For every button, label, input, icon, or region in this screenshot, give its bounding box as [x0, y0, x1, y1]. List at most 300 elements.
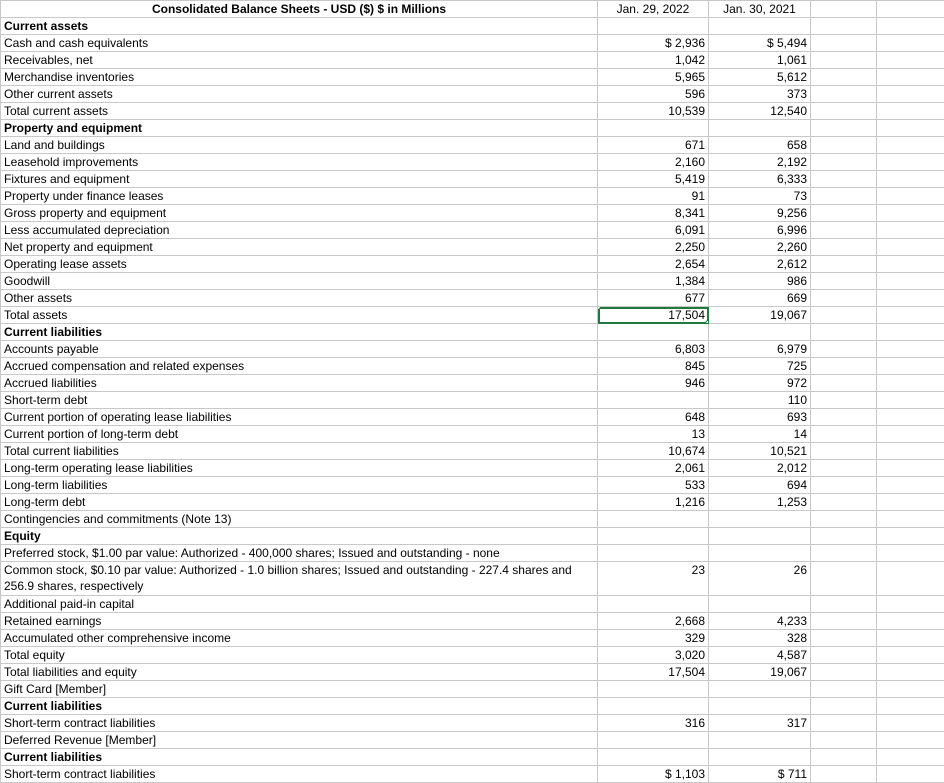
- empty-cell[interactable]: [877, 511, 944, 528]
- value-jan-30-2021[interactable]: 328: [709, 630, 811, 647]
- empty-cell[interactable]: [811, 681, 877, 698]
- value-jan-30-2021[interactable]: 6,979: [709, 341, 811, 358]
- row-label[interactable]: Total equity: [1, 647, 598, 664]
- value-jan-30-2021[interactable]: 2,260: [709, 239, 811, 256]
- table-row: [1, 35, 944, 52]
- cell-value: 8,341: [675, 206, 705, 220]
- row-label[interactable]: Current liabilities: [1, 698, 598, 715]
- empty-cell[interactable]: [811, 749, 877, 766]
- value-jan-30-2021[interactable]: 4,587: [709, 647, 811, 664]
- table-row: [1, 477, 944, 494]
- empty-cell[interactable]: [877, 154, 944, 171]
- empty-cell[interactable]: [811, 511, 877, 528]
- value-jan-30-2021[interactable]: 1,253: [709, 494, 811, 511]
- value-jan-29-2022[interactable]: [598, 562, 709, 596]
- empty-cell[interactable]: [877, 664, 944, 681]
- empty-cell[interactable]: [877, 749, 944, 766]
- value-jan-29-2022[interactable]: [598, 52, 709, 69]
- empty-cell[interactable]: [811, 171, 877, 188]
- value-jan-29-2022[interactable]: [598, 35, 709, 52]
- empty-cell[interactable]: [877, 630, 944, 647]
- row-label[interactable]: Long-term operating lease liabilities: [1, 460, 598, 477]
- column-header-jan-30-2021[interactable]: Jan. 30, 2021: [709, 1, 811, 18]
- empty-cell[interactable]: [877, 715, 944, 732]
- cell-value: 533: [685, 478, 705, 492]
- empty-cell[interactable]: [877, 222, 944, 239]
- table-row: [1, 749, 944, 766]
- value-jan-29-2022[interactable]: [598, 290, 709, 307]
- table-row: [1, 290, 944, 307]
- value-jan-30-2021[interactable]: 73: [709, 188, 811, 205]
- cell-value: 677: [685, 291, 705, 305]
- column-header-jan-29-2022[interactable]: Jan. 29, 2022: [598, 1, 709, 18]
- empty-cell[interactable]: [811, 528, 877, 545]
- cell-value: 1,384: [675, 274, 705, 288]
- value-jan-30-2021[interactable]: [709, 18, 811, 35]
- value-jan-30-2021[interactable]: 986: [709, 273, 811, 290]
- value-jan-29-2022[interactable]: [598, 545, 709, 562]
- row-label[interactable]: Fixtures and equipment: [1, 171, 598, 188]
- empty-cell[interactable]: [811, 256, 877, 273]
- empty-cell[interactable]: [877, 477, 944, 494]
- value-jan-29-2022[interactable]: [598, 596, 709, 613]
- empty-cell[interactable]: [811, 596, 877, 613]
- row-label[interactable]: Other assets: [1, 290, 598, 307]
- value-jan-29-2022[interactable]: [598, 426, 709, 443]
- value-jan-29-2022[interactable]: [598, 715, 709, 732]
- table-row: [1, 443, 944, 460]
- empty-cell[interactable]: [877, 562, 944, 596]
- empty-cell[interactable]: [811, 477, 877, 494]
- empty-cell[interactable]: [877, 392, 944, 409]
- row-label[interactable]: Accumulated other comprehensive income: [1, 630, 598, 647]
- empty-cell[interactable]: [811, 290, 877, 307]
- table-row: [1, 426, 944, 443]
- value-jan-30-2021[interactable]: 2,612: [709, 256, 811, 273]
- empty-cell[interactable]: [811, 1, 877, 18]
- value-jan-30-2021[interactable]: 694: [709, 477, 811, 494]
- value-jan-30-2021[interactable]: [709, 596, 811, 613]
- cell-value: 2,160: [675, 155, 705, 169]
- table-row: [1, 494, 944, 511]
- sheet-title[interactable]: Consolidated Balance Sheets - USD ($) $ in Millions: [1, 1, 598, 18]
- row-label[interactable]: Common stock, $0.10 par value: Authorized - 1.0 billion shares; Issued and outstanding - 227.4 shares and 256.9 shares, respectively: [1, 562, 598, 596]
- value-jan-29-2022[interactable]: [598, 273, 709, 290]
- empty-cell[interactable]: [811, 239, 877, 256]
- cell-value: 946: [685, 376, 705, 390]
- value-jan-29-2022[interactable]: [598, 375, 709, 392]
- value-jan-29-2022[interactable]: [598, 307, 709, 324]
- row-label[interactable]: Equity: [1, 528, 598, 545]
- row-label[interactable]: Short-term debt: [1, 392, 598, 409]
- empty-cell[interactable]: [877, 766, 944, 783]
- table-row: [1, 613, 944, 630]
- header-row: [1, 1, 944, 18]
- empty-cell[interactable]: [877, 35, 944, 52]
- table-row: [1, 358, 944, 375]
- cell-value: 2,654: [675, 257, 705, 271]
- empty-cell[interactable]: [877, 256, 944, 273]
- cell-value: 845: [685, 359, 705, 373]
- cell-value: 17,504: [668, 308, 705, 322]
- value-jan-30-2021[interactable]: 669: [709, 290, 811, 307]
- row-label[interactable]: Retained earnings: [1, 613, 598, 630]
- table-row: [1, 562, 944, 596]
- empty-cell[interactable]: [877, 324, 944, 341]
- table-row: [1, 630, 944, 647]
- value-jan-30-2021[interactable]: $ 5,494: [709, 35, 811, 52]
- value-jan-29-2022[interactable]: [598, 239, 709, 256]
- row-label[interactable]: Short-term contract liabilities: [1, 715, 598, 732]
- empty-cell[interactable]: [811, 443, 877, 460]
- value-jan-29-2022[interactable]: [598, 69, 709, 86]
- empty-cell[interactable]: [877, 307, 944, 324]
- selection-handle-bottom-right[interactable]: [705, 320, 709, 324]
- cell-value: 329: [685, 631, 705, 645]
- empty-cell[interactable]: [877, 426, 944, 443]
- empty-cell[interactable]: [877, 375, 944, 392]
- empty-cell[interactable]: [877, 528, 944, 545]
- value-jan-30-2021[interactable]: 373: [709, 86, 811, 103]
- cell-value: 23: [692, 563, 705, 577]
- empty-cell[interactable]: [811, 52, 877, 69]
- cell-value: 648: [685, 410, 705, 424]
- empty-cell[interactable]: [811, 341, 877, 358]
- row-label[interactable]: Property and equipment: [1, 120, 598, 137]
- value-jan-29-2022[interactable]: [598, 664, 709, 681]
- row-label[interactable]: Additional paid-in capital: [1, 596, 598, 613]
- cell-value: 10,539: [668, 104, 705, 118]
- row-label[interactable]: Long-term liabilities: [1, 477, 598, 494]
- row-label[interactable]: Total current liabilities: [1, 443, 598, 460]
- empty-cell[interactable]: [877, 545, 944, 562]
- value-jan-30-2021[interactable]: 9,256: [709, 205, 811, 222]
- empty-cell[interactable]: [877, 52, 944, 69]
- row-label[interactable]: Accrued liabilities: [1, 375, 598, 392]
- table-row: [1, 86, 944, 103]
- row-label[interactable]: Long-term debt: [1, 494, 598, 511]
- cell-value: 13: [692, 427, 705, 441]
- row-label[interactable]: Receivables, net: [1, 52, 598, 69]
- value-jan-29-2022[interactable]: [598, 732, 709, 749]
- value-jan-29-2022[interactable]: [598, 324, 709, 341]
- row-label[interactable]: Less accumulated depreciation: [1, 222, 598, 239]
- empty-cell[interactable]: [877, 494, 944, 511]
- empty-cell[interactable]: [811, 154, 877, 171]
- empty-cell[interactable]: [877, 358, 944, 375]
- empty-cell[interactable]: [811, 715, 877, 732]
- value-jan-29-2022[interactable]: [598, 681, 709, 698]
- empty-cell[interactable]: [811, 426, 877, 443]
- cell-value: 6,803: [675, 342, 705, 356]
- value-jan-30-2021[interactable]: [709, 120, 811, 137]
- cell-value: 10,674: [668, 444, 705, 458]
- table-row: [1, 69, 944, 86]
- value-jan-30-2021[interactable]: 19,067: [709, 664, 811, 681]
- row-label[interactable]: Land and buildings: [1, 137, 598, 154]
- empty-cell[interactable]: [811, 188, 877, 205]
- table-row: [1, 256, 944, 273]
- cell-value: 2,061: [675, 461, 705, 475]
- empty-cell[interactable]: [877, 1, 944, 18]
- value-jan-30-2021[interactable]: [709, 511, 811, 528]
- value-jan-30-2021[interactable]: 110: [709, 392, 811, 409]
- empty-cell[interactable]: [877, 171, 944, 188]
- value-jan-29-2022[interactable]: [598, 358, 709, 375]
- table-row: [1, 273, 944, 290]
- row-label[interactable]: Gross property and equipment: [1, 205, 598, 222]
- empty-cell[interactable]: [877, 120, 944, 137]
- row-label[interactable]: Other current assets: [1, 86, 598, 103]
- empty-cell[interactable]: [811, 766, 877, 783]
- empty-cell[interactable]: [811, 647, 877, 664]
- empty-cell[interactable]: [811, 732, 877, 749]
- row-label[interactable]: Short-term contract liabilities: [1, 766, 598, 783]
- value-jan-30-2021[interactable]: [709, 698, 811, 715]
- value-jan-30-2021[interactable]: 972: [709, 375, 811, 392]
- row-label[interactable]: Contingencies and commitments (Note 13): [1, 511, 598, 528]
- cell-value: 17,504: [668, 665, 705, 679]
- table-row: [1, 52, 944, 69]
- row-label[interactable]: Current portion of operating lease liabilities: [1, 409, 598, 426]
- empty-cell[interactable]: [877, 69, 944, 86]
- value-jan-29-2022[interactable]: [598, 477, 709, 494]
- row-label[interactable]: Merchandise inventories: [1, 69, 598, 86]
- value-jan-30-2021[interactable]: [709, 528, 811, 545]
- row-label[interactable]: Total liabilities and equity: [1, 664, 598, 681]
- value-jan-30-2021[interactable]: 26: [709, 562, 811, 596]
- empty-cell[interactable]: [877, 596, 944, 613]
- empty-cell[interactable]: [811, 273, 877, 290]
- row-label[interactable]: Cash and cash equivalents: [1, 35, 598, 52]
- table-row: [1, 18, 944, 35]
- value-jan-30-2021[interactable]: 12,540: [709, 103, 811, 120]
- cell-value: 596: [685, 87, 705, 101]
- value-jan-29-2022[interactable]: [598, 137, 709, 154]
- value-jan-29-2022[interactable]: [598, 613, 709, 630]
- sheet-body: [1, 1, 944, 783]
- cell-value: 316: [685, 716, 705, 730]
- value-jan-29-2022[interactable]: [598, 103, 709, 120]
- empty-cell[interactable]: [811, 460, 877, 477]
- cell-value: 91: [692, 189, 705, 203]
- selection-handle-top-left[interactable]: [598, 307, 602, 311]
- value-jan-29-2022[interactable]: [598, 18, 709, 35]
- row-label[interactable]: Preferred stock, $1.00 par value: Authorized - 400,000 shares; Issued and outstanding - none: [1, 545, 598, 562]
- table-row: [1, 528, 944, 545]
- cell-value: $ 2,936: [665, 36, 705, 50]
- empty-cell[interactable]: [811, 205, 877, 222]
- row-label[interactable]: Current portion of long-term debt: [1, 426, 598, 443]
- empty-cell[interactable]: [811, 18, 877, 35]
- table-row: [1, 460, 944, 477]
- value-jan-30-2021[interactable]: [709, 681, 811, 698]
- row-label[interactable]: Deferred Revenue [Member]: [1, 732, 598, 749]
- empty-cell[interactable]: [877, 205, 944, 222]
- empty-cell[interactable]: [811, 35, 877, 52]
- value-jan-29-2022[interactable]: [598, 528, 709, 545]
- table-row: [1, 154, 944, 171]
- empty-cell[interactable]: [811, 358, 877, 375]
- row-label[interactable]: Total assets: [1, 307, 598, 324]
- empty-cell[interactable]: [877, 86, 944, 103]
- value-jan-29-2022[interactable]: [598, 154, 709, 171]
- value-jan-30-2021[interactable]: 19,067: [709, 307, 811, 324]
- cell-value: 2,668: [675, 614, 705, 628]
- row-label[interactable]: Accounts payable: [1, 341, 598, 358]
- empty-cell[interactable]: [877, 460, 944, 477]
- value-jan-29-2022[interactable]: [598, 392, 709, 409]
- table-row: [1, 409, 944, 426]
- empty-cell[interactable]: [811, 545, 877, 562]
- empty-cell[interactable]: [877, 103, 944, 120]
- value-jan-29-2022[interactable]: [598, 460, 709, 477]
- empty-cell[interactable]: [877, 698, 944, 715]
- value-jan-29-2022[interactable]: [598, 494, 709, 511]
- value-jan-29-2022[interactable]: [598, 256, 709, 273]
- table-row: [1, 188, 944, 205]
- table-row: [1, 647, 944, 664]
- value-jan-30-2021[interactable]: [709, 732, 811, 749]
- table-row: [1, 545, 944, 562]
- empty-cell[interactable]: [811, 69, 877, 86]
- empty-cell[interactable]: [811, 120, 877, 137]
- empty-cell[interactable]: [811, 494, 877, 511]
- table-row: [1, 681, 944, 698]
- row-label[interactable]: Property under finance leases: [1, 188, 598, 205]
- value-jan-30-2021[interactable]: $ 711: [709, 766, 811, 783]
- value-jan-30-2021[interactable]: 14: [709, 426, 811, 443]
- cell-value: $ 1,103: [665, 767, 705, 781]
- table-row: [1, 698, 944, 715]
- table-row: [1, 392, 944, 409]
- cell-value: 3,020: [675, 648, 705, 662]
- value-jan-29-2022[interactable]: [598, 188, 709, 205]
- value-jan-29-2022[interactable]: [598, 171, 709, 188]
- empty-cell[interactable]: [811, 222, 877, 239]
- empty-cell[interactable]: [877, 18, 944, 35]
- empty-cell[interactable]: [811, 664, 877, 681]
- empty-cell[interactable]: [811, 137, 877, 154]
- empty-cell[interactable]: [811, 562, 877, 596]
- empty-cell[interactable]: [877, 188, 944, 205]
- value-jan-30-2021[interactable]: [709, 749, 811, 766]
- value-jan-29-2022[interactable]: [598, 766, 709, 783]
- row-label[interactable]: Current liabilities: [1, 749, 598, 766]
- cell-value: 5,965: [675, 70, 705, 84]
- table-row: [1, 137, 944, 154]
- table-row: [1, 239, 944, 256]
- value-jan-30-2021[interactable]: 693: [709, 409, 811, 426]
- value-jan-29-2022[interactable]: [598, 222, 709, 239]
- table-row: [1, 596, 944, 613]
- table-row: [1, 715, 944, 732]
- empty-cell[interactable]: [877, 137, 944, 154]
- row-label[interactable]: Leasehold improvements: [1, 154, 598, 171]
- empty-cell[interactable]: [811, 613, 877, 630]
- value-jan-30-2021[interactable]: 2,192: [709, 154, 811, 171]
- value-jan-30-2021[interactable]: 4,233: [709, 613, 811, 630]
- empty-cell[interactable]: [877, 732, 944, 749]
- empty-cell[interactable]: [811, 324, 877, 341]
- empty-cell[interactable]: [811, 409, 877, 426]
- value-jan-29-2022[interactable]: [598, 120, 709, 137]
- row-label[interactable]: Current liabilities: [1, 324, 598, 341]
- empty-cell[interactable]: [811, 630, 877, 647]
- cell-value: 1,042: [675, 53, 705, 67]
- empty-cell[interactable]: [811, 698, 877, 715]
- value-jan-30-2021[interactable]: [709, 545, 811, 562]
- value-jan-30-2021[interactable]: 2,012: [709, 460, 811, 477]
- value-jan-29-2022[interactable]: [598, 341, 709, 358]
- empty-cell[interactable]: [877, 613, 944, 630]
- value-jan-30-2021[interactable]: [709, 324, 811, 341]
- empty-cell[interactable]: [811, 86, 877, 103]
- empty-cell[interactable]: [877, 239, 944, 256]
- row-label[interactable]: Goodwill: [1, 273, 598, 290]
- table-row: [1, 375, 944, 392]
- value-jan-29-2022[interactable]: [598, 698, 709, 715]
- value-jan-29-2022[interactable]: [598, 630, 709, 647]
- table-row: [1, 222, 944, 239]
- value-jan-29-2022[interactable]: [598, 749, 709, 766]
- value-jan-30-2021[interactable]: 5,612: [709, 69, 811, 86]
- cell-value: 5,419: [675, 172, 705, 186]
- empty-cell[interactable]: [877, 273, 944, 290]
- empty-cell[interactable]: [811, 307, 877, 324]
- value-jan-30-2021[interactable]: 658: [709, 137, 811, 154]
- value-jan-29-2022[interactable]: [598, 86, 709, 103]
- empty-cell[interactable]: [811, 103, 877, 120]
- table-row: [1, 205, 944, 222]
- value-jan-30-2021[interactable]: 317: [709, 715, 811, 732]
- value-jan-30-2021[interactable]: 1,061: [709, 52, 811, 69]
- empty-cell[interactable]: [877, 409, 944, 426]
- cell-value: 1,216: [675, 495, 705, 509]
- empty-cell[interactable]: [811, 392, 877, 409]
- value-jan-29-2022[interactable]: [598, 511, 709, 528]
- table-row: [1, 766, 944, 783]
- row-label[interactable]: Gift Card [Member]: [1, 681, 598, 698]
- table-row: [1, 732, 944, 749]
- row-label[interactable]: Total current assets: [1, 103, 598, 120]
- row-label[interactable]: Net property and equipment: [1, 239, 598, 256]
- value-jan-30-2021[interactable]: 6,333: [709, 171, 811, 188]
- empty-cell[interactable]: [877, 681, 944, 698]
- value-jan-30-2021[interactable]: 6,996: [709, 222, 811, 239]
- empty-cell[interactable]: [877, 647, 944, 664]
- table-row: [1, 664, 944, 681]
- cell-value: 6,091: [675, 223, 705, 237]
- value-jan-29-2022[interactable]: [598, 443, 709, 460]
- cell-value: 671: [685, 138, 705, 152]
- table-row: [1, 120, 944, 137]
- empty-cell[interactable]: [811, 375, 877, 392]
- value-jan-30-2021[interactable]: 725: [709, 358, 811, 375]
- empty-cell[interactable]: [877, 341, 944, 358]
- row-label[interactable]: Current assets: [1, 18, 598, 35]
- value-jan-29-2022[interactable]: [598, 647, 709, 664]
- value-jan-29-2022[interactable]: [598, 205, 709, 222]
- row-label[interactable]: Accrued compensation and related expenses: [1, 358, 598, 375]
- table-row: [1, 324, 944, 341]
- table-row: [1, 341, 944, 358]
- empty-cell[interactable]: [877, 290, 944, 307]
- value-jan-30-2021[interactable]: 10,521: [709, 443, 811, 460]
- row-label[interactable]: Operating lease assets: [1, 256, 598, 273]
- empty-cell[interactable]: [877, 443, 944, 460]
- value-jan-29-2022[interactable]: [598, 409, 709, 426]
